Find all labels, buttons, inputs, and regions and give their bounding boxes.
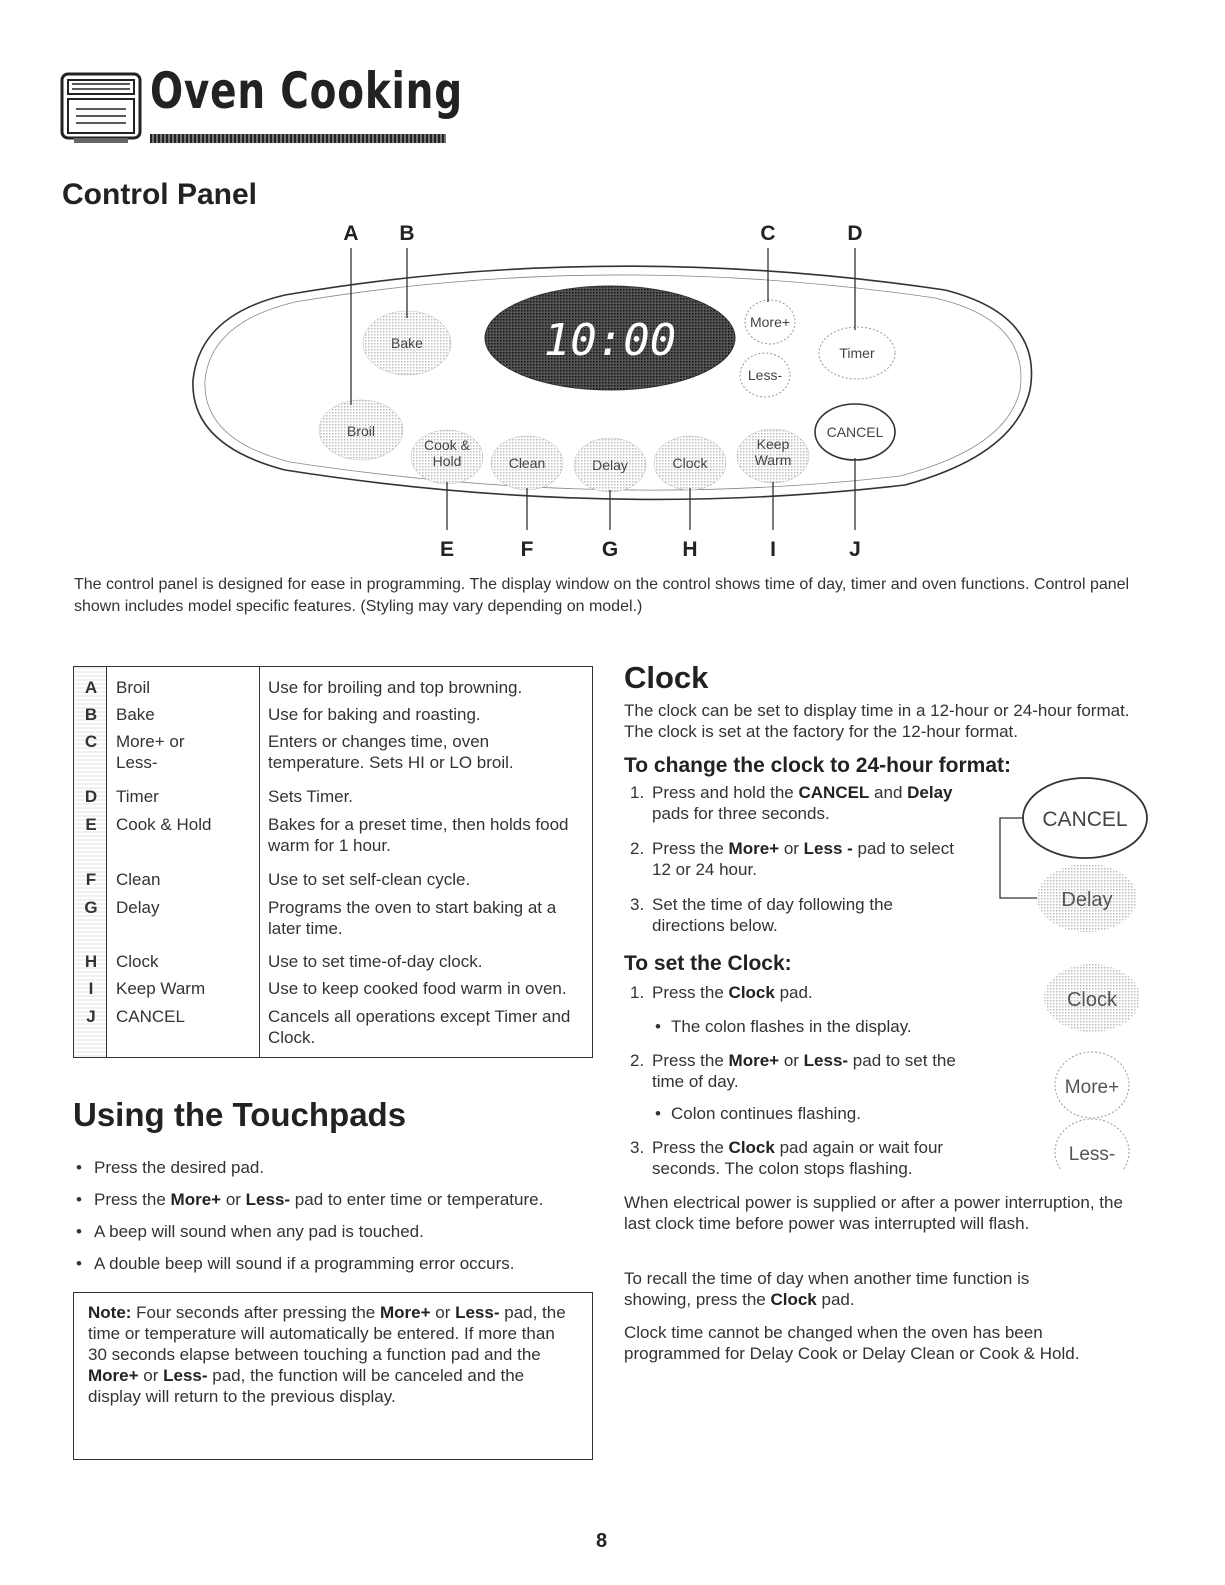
note-box: Note: Four seconds after pressing the More+ or Less- pad, the time or temperature will automatically be entered. If more than 30 seconds elapse between touching a function pad and the More+ or Less- pad, the function will be canceled and the display will return to the previous display. <box>73 1292 593 1460</box>
less-pad-label: Less- <box>747 367 783 383</box>
clock-power-paragraph: When electrical power is supplied or after a power interruption, the last clock time before power was interrupted will flash. <box>624 1193 1123 1233</box>
display-readout: 10:00 <box>543 315 677 366</box>
touchpad-bullet-2: • Press the More+ or Less- pad to enter time or temperature. <box>76 1190 543 1210</box>
clock-pad-label: Clock <box>672 455 708 471</box>
label-b: B <box>399 222 415 245</box>
label-j: J <box>849 538 861 561</box>
touchpads-heading: Using the Touchpads <box>73 1096 407 1133</box>
delay-pad-label: Delay <box>592 457 628 473</box>
clock-24h-step-1: 1. Press and hold the CANCEL and Delay pads for three seconds. <box>630 783 953 823</box>
fig-clock-label: Clock <box>1066 989 1118 1011</box>
touchpad-bullet-1: • Press the desired pad. <box>76 1158 264 1178</box>
clean-pad-label: Clean <box>508 455 546 471</box>
broil-pad-label: Broil <box>346 423 376 439</box>
feature-table: A Broil Use for broiling and top browning. B Bake Use for baking and roasting. C More+ or Less- Enters or changes time, oven temperature. Sets HI or LO broil. D Timer Sets Timer. E Cook & Hold Bakes for a preset time, then holds food warm for 1 hour. F Clean Use to set self-clean cycle. G Delay Programs the oven to start baking at a later time. H Clock Use to set time-of-day clock. I Keep Warm Use to keep cooked food warm in oven. J CANCEL Cancels all operations except Timer and Clock. <box>73 666 593 1058</box>
touchpad-bullet-4: • A double beep will sound if a programming error occurs. <box>76 1254 515 1274</box>
keep-warm-pad-label-2: Warm <box>754 452 792 468</box>
label-a: A <box>343 222 359 245</box>
set-clock-step-2-bullet: • Colon continues flashing. <box>655 1104 861 1124</box>
label-f: F <box>520 538 534 561</box>
cook-hold-pad-label-2: Hold <box>432 453 462 469</box>
title-rule <box>150 134 446 143</box>
clock-locked-paragraph: Clock time cannot be changed when the oven has been programmed for Delay Cook or Delay Clean or Cook & Hold. <box>624 1323 1080 1363</box>
set-clock-subheading: To set the Clock: <box>624 952 792 975</box>
fig-delay-label: Delay <box>1061 889 1113 911</box>
oven-icon <box>60 72 142 144</box>
touchpad-bullet-3: • A beep will sound when any pad is touched. <box>76 1222 424 1242</box>
fig-less-label: Less- <box>1068 1144 1116 1165</box>
label-d: D <box>847 222 863 245</box>
control-panel-heading: Control Panel <box>62 178 258 211</box>
control-panel-diagram <box>185 220 1045 565</box>
label-e: E <box>439 538 455 561</box>
clock-heading: Clock <box>624 660 709 695</box>
section-title: Oven Cooking <box>150 62 463 120</box>
cancel-pad-label: CANCEL <box>826 424 884 440</box>
page-number: 8 <box>596 1530 608 1552</box>
keep-warm-pad-label-1: Keep <box>756 436 790 452</box>
bake-pad-label: Bake <box>391 335 423 351</box>
clock-pad-figures <box>990 760 1160 1170</box>
clock-24h-subheading: To change the clock to 24-hour format: <box>624 754 1011 777</box>
label-g: G <box>601 538 619 561</box>
clock-recall-paragraph: To recall the time of day when another time function is showing, press the Clock pad. <box>624 1269 1030 1309</box>
panel-caption: The control panel is designed for ease in programming. The display window on the control shows time of day, timer and oven functions. Control panel shown includes model specific features. (Styling may vary depending on model.) <box>74 576 1130 615</box>
timer-pad-label: Timer <box>839 345 875 361</box>
fig-cancel-label: CANCEL <box>1042 808 1128 831</box>
label-c: C <box>760 222 776 245</box>
cook-hold-pad-label-1: Cook & <box>424 437 470 453</box>
label-h: H <box>682 538 698 561</box>
label-i: I <box>770 538 776 561</box>
set-clock-step-1-bullet: • The colon flashes in the display. <box>655 1017 912 1037</box>
fig-more-label: More+ <box>1064 1077 1120 1098</box>
clock-intro: The clock can be set to display time in a 12-hour or 24-hour format. The clock is set at the factory for the 12-hour format. <box>624 701 1130 741</box>
more-pad-label: More+ <box>749 314 791 330</box>
